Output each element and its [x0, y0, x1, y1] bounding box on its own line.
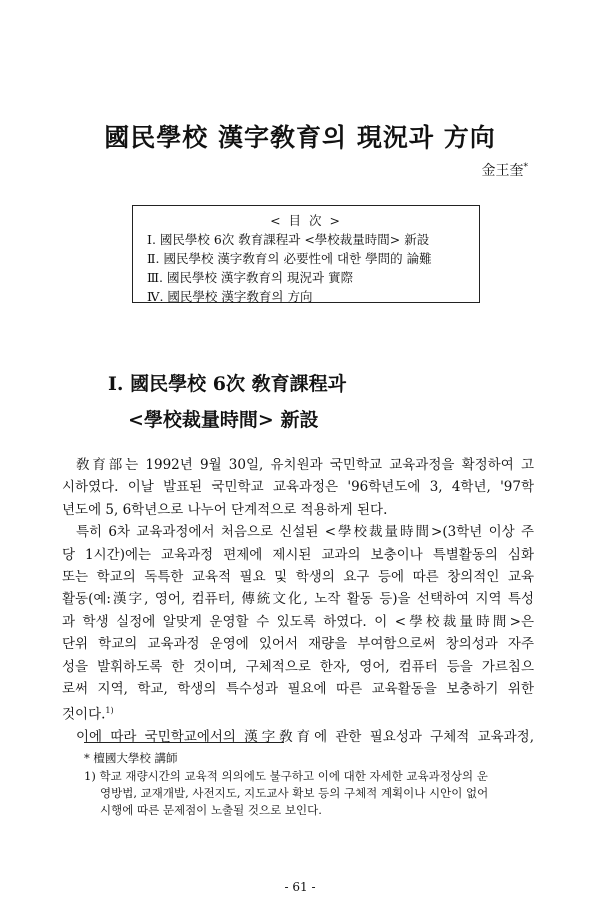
body-line-text: 것이다.	[62, 706, 106, 723]
author-name-text: 金王奎	[481, 163, 524, 179]
section-heading-line2: <學校裁量時間> 新設	[128, 409, 319, 431]
body-line: 활동(예:漢字, 영어, 컴퓨터, 傳統文化, 노작 활동 등)을 선택하여 지역 특성	[62, 591, 534, 608]
body-line: 성을 발휘하도록 한 것이며, 구체적으로 한자, 영어, 컴퓨터 등을 가르침으	[62, 658, 534, 675]
body-line: 단위 학교의 교육과정 운영에 있어서 재량을 부여함으로써 창의성과 자주	[62, 636, 534, 653]
toc-item-4: Ⅳ. 國民學校 漢字敎育의 方向	[147, 289, 313, 304]
body-line: 과 학생 실정에 알맞게 운영할 수 있도록 하였다. 이 <學校裁量時間>은	[62, 613, 534, 630]
footnote-1-label: 1)	[84, 769, 96, 783]
footnote-1-line: 영방법, 교재개발, 사전지도, 지도교사 확보 등의 구체적 계획이나 시안이 없어	[100, 786, 489, 800]
table-of-contents-box	[132, 205, 480, 303]
footnote-divider	[84, 742, 284, 743]
paper-title: 國民學校 漢字敎育의 現況과 方向	[104, 123, 496, 152]
body-line: 또는 학교의 독특한 교육적 필요 및 학생의 요구 등에 따른 창의적인 교육	[62, 569, 534, 586]
page-number: - 61 -	[284, 880, 316, 894]
body-line: 로써 지역, 학교, 학생의 특수성과 필요에 따른 교육활동을 보충하기 위한	[62, 681, 534, 698]
toc-heading: < 目 次 >	[270, 213, 342, 228]
body-line: 이에 따라 국민학교에서의 漢字敎育에 관한 필요성과 구체적 교육과정,	[76, 729, 534, 746]
toc-item-3: Ⅲ. 國民學校 漢字敎育의 現況과 實際	[147, 270, 354, 285]
toc-item-2: Ⅱ. 國民學校 漢字敎育의 必要性에 대한 學問的 論難	[147, 251, 432, 266]
author-footnote-mark: *	[523, 162, 528, 173]
footnote-affiliation: * 檀國大學校 講師	[84, 751, 178, 765]
body-line: 특히 6차 교육과정에서 처음으로 신설된 <學校裁量時間>(3학년 이상 주	[76, 524, 534, 541]
footnote-1-line: 시행에 따른 문제점이 노출될 것으로 보인다.	[100, 803, 322, 817]
footnote-1	[84, 768, 536, 819]
section-heading-line1: Ⅰ. 國民學校 6次 敎育課程과	[108, 373, 346, 395]
body-line: 敎育部는 1992년 9월 30일, 유치원과 국민학교 교육과정을 확정하여 고	[76, 457, 534, 473]
footnote-1-text: 학교 재량시간의 교육적 의의에도 불구하고 이에 대한 자세한 교육과정상의 운	[99, 769, 488, 783]
footnote-ref-1: 1)	[105, 706, 114, 716]
body-line: 당 1시간)에는 교육과정 편제에 제시된 교과의 보충이나 특별활동의 심화	[62, 546, 534, 563]
body-line: 년도에 5, 6학년으로 나누어 단계적으로 적용하게 된다.	[62, 501, 388, 518]
author-name	[482, 160, 529, 180]
footnote-1-line	[84, 768, 536, 785]
body-text	[62, 454, 534, 749]
toc-item-1: Ⅰ. 國民學校 6次 敎育課程과 <學校裁量時間> 新設	[147, 232, 430, 247]
body-line	[62, 700, 534, 726]
section-heading	[108, 366, 346, 438]
body-line: 시하였다. 이날 발표된 국민학교 교육과정은 '96학년도에 3, 4학년, '97학	[62, 479, 534, 496]
